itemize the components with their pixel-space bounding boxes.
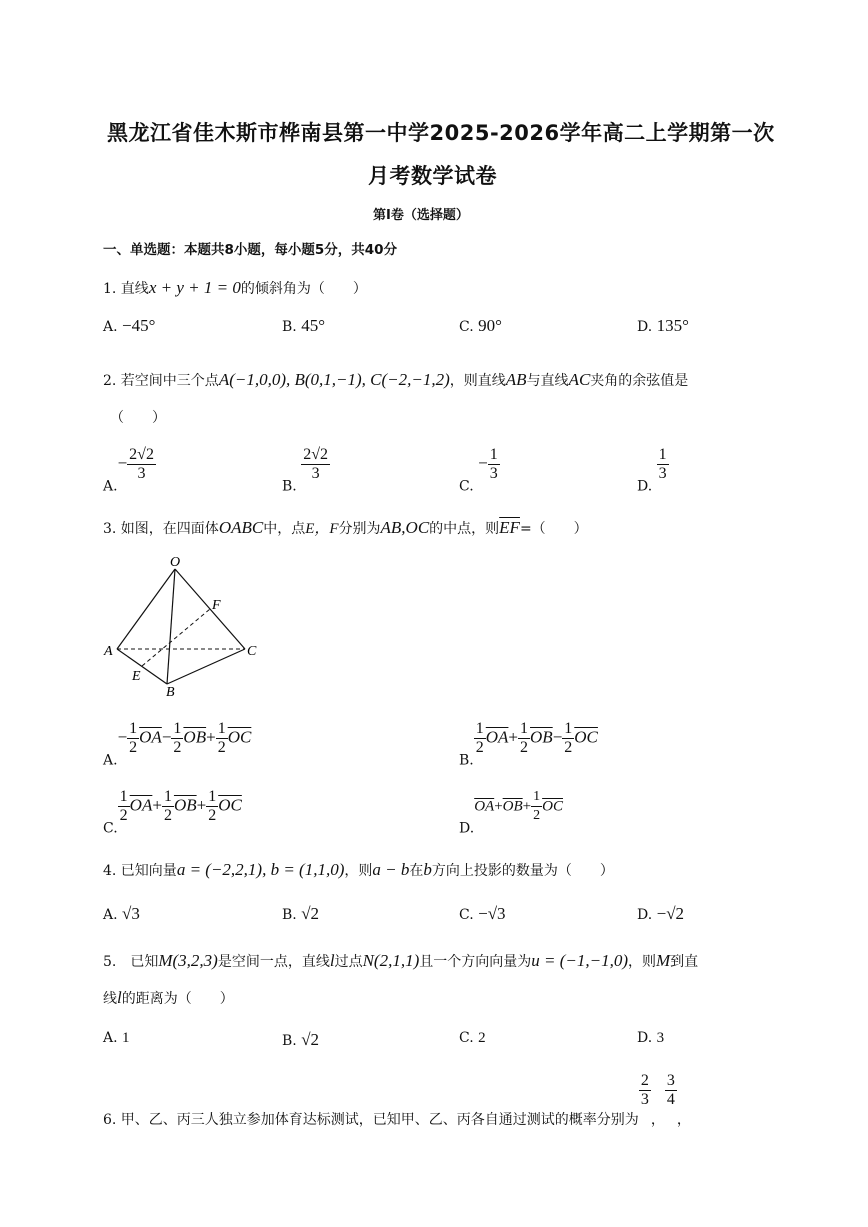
q3-option-b[interactable]: B. $\frac{1}{2}$ $\overline{OA}+$ $\frac{1}{2}$ $\overline{OB}-$ $\frac{1}{2}$ $\overline{OC}$ — [459, 720, 598, 769]
question-5: 5. 已知M(3,2,3)是空间一点，直线l过点N(2,1,1)且一个方向向量为u = (−1,−1,0)，则M到直 — [103, 951, 699, 970]
q1-option-d[interactable]: D. 135° — [637, 316, 689, 335]
q2-option-c[interactable]: C. − $\frac{1}{3}$ — [459, 446, 498, 495]
q2-points: A(−1,0,0), B(0,1,−1), C(−2,−1,2) — [218, 370, 450, 389]
question-3: 3. 如图，在四面体OABC中，点E，F分别为AB,OC的中点，则$\overline{EF}=$（ ） — [103, 518, 588, 537]
section-heading: 一、单选题：本题共8小题，每小题5分，共40分 — [103, 242, 398, 258]
label-c: C — [247, 644, 257, 659]
label-f: F — [212, 598, 221, 613]
label-a: A — [104, 644, 113, 659]
edge-oa — [117, 569, 175, 649]
q3-option-c[interactable]: C. $\frac{1}{2}$ $\overline{OA}+$ $\frac{1}{2}$ $\overline{OB}+$ $\frac{1}{2}$ $\overline{OC}$ — [103, 788, 242, 837]
question-5-line2: 线l的距离为（ ） — [103, 988, 234, 1007]
q4-option-b[interactable]: B. √2 — [282, 904, 320, 923]
q1-equation: x + y + 1 = 0 — [148, 278, 241, 297]
q5-option-c[interactable]: C. 2 — [459, 1030, 486, 1046]
question-1: 1. 直线x + y + 1 = 0的倾斜角为（ ） — [103, 278, 367, 297]
edge-ab — [117, 649, 167, 684]
question-2: 2. 若空间中三个点A(−1,0,0), B(0,1,−1), C(−2,−1,2)，则直线AB与直线AC夹角的余弦值是 — [103, 370, 689, 389]
q3-option-d[interactable]: $D.\overline{OA}+\overline{OB}+$ $\frac{1}{2}$ $\overline{OC}$ — [459, 789, 563, 837]
q4-option-a[interactable]: A. √3 — [103, 904, 140, 923]
q1-option-b[interactable]: B. 45° — [282, 316, 326, 335]
question-4: 4. 已知向量a = (−2,2,1), b = (1,1,0)，则a − b在b方向上投影的数量为（ ） — [103, 860, 614, 879]
q4-option-c[interactable]: C. −√3 — [459, 904, 506, 923]
label-b: B — [166, 685, 175, 700]
q4-option-d[interactable]: D. −√2 — [637, 904, 685, 923]
q2-option-a[interactable]: A.− $\frac{2√2}{3}$ — [103, 446, 154, 495]
edge-ob — [167, 569, 175, 684]
label-e: E — [132, 669, 141, 684]
volume-heading: 第I卷（选择题） — [373, 208, 469, 223]
page-title: 黑龙江省佳木斯市桦南县第一中学2025-2026学年高二上学期第一次 — [107, 121, 775, 145]
q4-vectors: a = (−2,2,1), b = (1,1,0) — [176, 860, 345, 879]
question-6: 6. 甲、乙、丙三人独立参加体育达标测试，已知甲、乙、丙各自通过测试的概率分别为 $\frac{2}{3}$ ， $\frac{3}{4}$ ， — [103, 1072, 691, 1128]
q2-option-d[interactable]: D. $\frac{1}{3}$ — [637, 446, 667, 495]
q5-option-a[interactable]: A. 1 — [103, 1030, 130, 1046]
q2-option-b[interactable]: B. $\frac{2√2}{3}$ — [282, 446, 328, 495]
q1-option-a[interactable]: A. −45° — [103, 316, 156, 335]
edge-bc — [167, 649, 245, 684]
q3-option-a[interactable]: A.− $\frac{1}{2}$ $\overline{OA}-$ $\frac{1}{2}$ $\overline{OB}+$ $\frac{1}{2}$ $\overline{OC}$ — [103, 720, 252, 769]
page-title-line2: 月考数学试卷 — [368, 164, 497, 188]
question-2-paren: （ ） — [110, 410, 166, 426]
label-o: O — [170, 555, 181, 570]
tetrahedron-figure — [100, 552, 270, 702]
segment-ef-hidden — [142, 609, 210, 666]
q5-option-b[interactable]: B. √2 — [282, 1030, 320, 1049]
q1-option-c[interactable]: C. 90° — [459, 316, 502, 335]
q5-option-d[interactable]: D. 3 — [637, 1030, 665, 1046]
